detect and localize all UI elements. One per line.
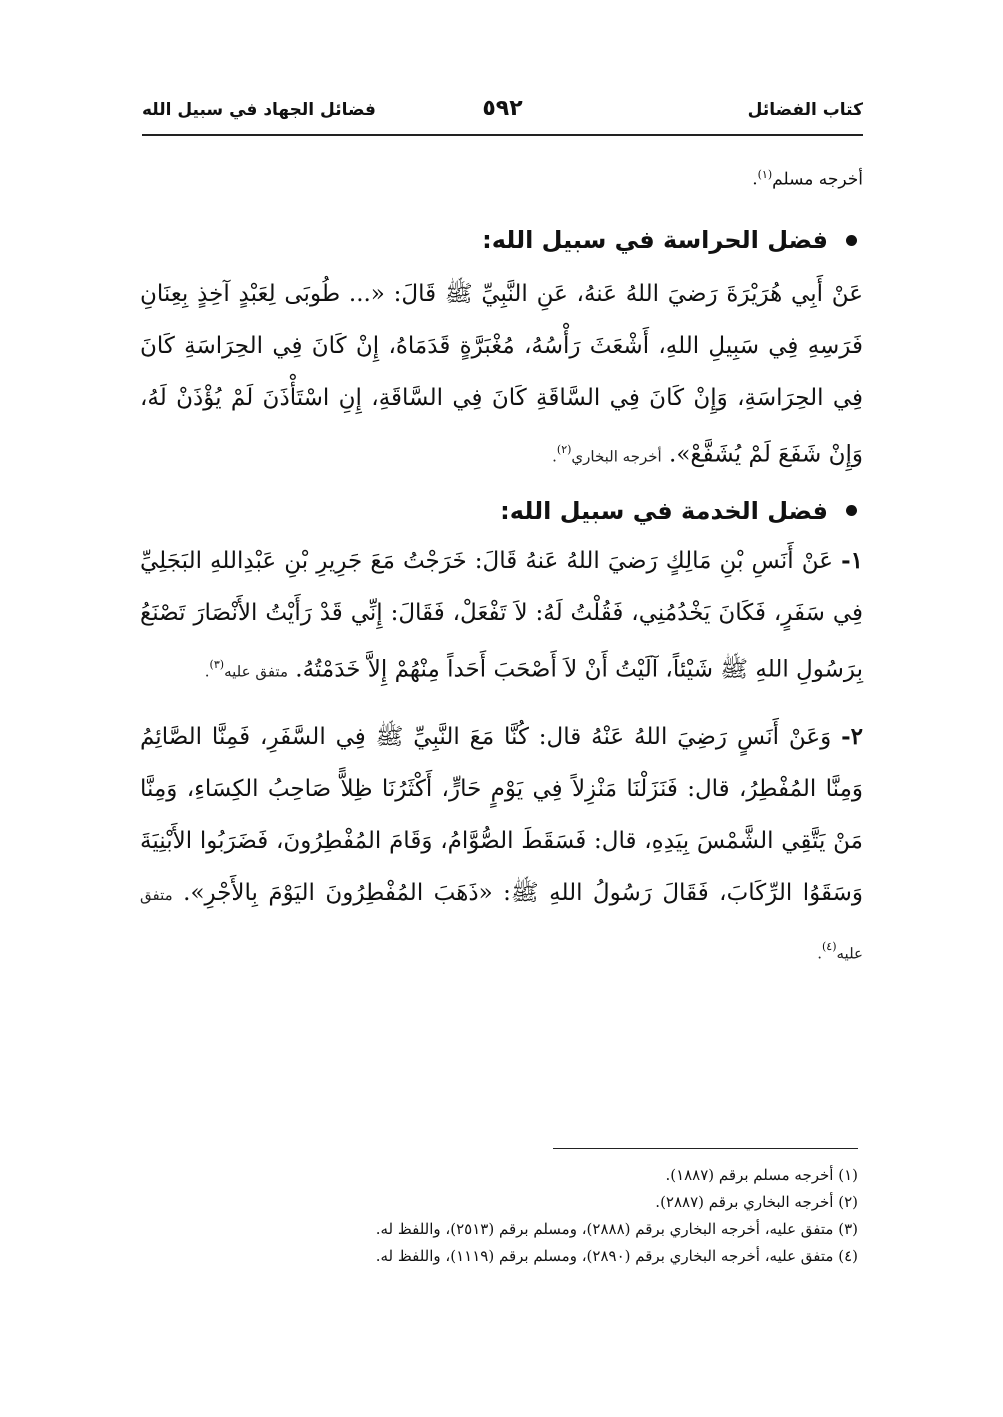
- section-title-guarding-text: فضل الحراسة في سبيل الله:: [482, 226, 828, 254]
- hadith-number-1: ١-: [841, 546, 863, 574]
- footnotes: [140, 1162, 858, 1270]
- intro-end: .: [752, 169, 758, 190]
- hadith-guarding: [140, 268, 863, 483]
- page-number: ٥٩٢: [482, 96, 523, 121]
- hadith-service-2-end: .: [817, 944, 822, 963]
- hadith-service-1-end: .: [204, 662, 210, 681]
- footnote-1: (١) أخرجه مسلم برقم (١٨٨٧).: [665, 1166, 858, 1184]
- intro-text: أخرجه مسلم: [772, 169, 863, 190]
- hadith-guarding-text: عَنْ أَبِي هُرَيْرَةَ رَضيَ اللهُ عَنهُ، عَنِ النَّبِيِّ ﷺ قَالَ: «... طُوبَى لِعَبْدٍ آخِذٍ بِعِنَانِ فَرَسِهِ فِي سَبِيلِ اللهِ، أَشْعَثَ رَأْسُهُ، مُغْبَرَّةٍ قَدَمَاهُ، إِنْ كَانَ فِي الحِرَاسَةِ كَانَ فِي الحِرَاسَةِ، وَإِنْ كَانَ فِي السَّاقَةِ كَانَ فِي السَّاقَةِ، إِنِ اسْتَأْذَنَ لَمْ يُؤْذَنْ لَهُ، وَإِنْ شَفَعَ لَمْ يُشَفَّعْ».: [140, 281, 863, 468]
- hadith-service-2-source: متفق عليه: [140, 886, 863, 963]
- book-title: كتاب الفضائل: [747, 100, 863, 120]
- hadith-number-2: ٢-: [841, 723, 863, 751]
- footnote-ref-2: (٢): [556, 443, 572, 456]
- running-header: [142, 96, 863, 136]
- footnote-2: (٢) أخرجه البخاري برقم (٢٨٨٧).: [655, 1193, 858, 1211]
- section-title-service: [140, 497, 863, 525]
- section-title-service-text: فضل الخدمة في سبيل الله:: [500, 496, 828, 525]
- footnote-3: (٣) متفق عليه، أخرجه البخاري برقم (٢٨٨٨)، ومسلم برقم (٢٥١٣)، واللفظ له.: [375, 1220, 858, 1238]
- footnote-ref-1: (١): [757, 168, 773, 181]
- bullet-icon: [846, 505, 857, 516]
- footnote-ref-3: (٣): [209, 657, 225, 671]
- hadith-guarding-end: .: [552, 447, 557, 466]
- footnote-divider: [553, 1148, 858, 1149]
- hadith-service-1-text: عَنْ أَنَسِ بْنِ مَالِكٍ رَضيَ اللهُ عَنهُ قَالَ: خَرَجْتُ مَعَ جَرِيرِ بْنِ عَبْدِاللهِ البَجَلِيِّ فِي سَفَرٍ، فَكَانَ يَخْدُمُنِي، فَقُلْتُ لَهُ: لاَ تَفْعَلْ، فَقَالَ: إِنِّي قَدْ رَأَيْتُ الأَنْصَارَ تَصْنَعُ بِرَسُولِ اللهِ ﷺ شَيْئاً، آلَيْتُ أَنْ لاَ أَصْحَبَ أَحَداً مِنْهُمْ إِلاَّ خَدَمْتُهُ.: [140, 547, 863, 683]
- page-body: [140, 160, 863, 980]
- section-title-guarding: [140, 226, 863, 254]
- chapter-title: فضائل الجهاد في سبيل الله: [142, 100, 376, 120]
- bullet-icon: [846, 235, 857, 246]
- hadith-service-1: [140, 535, 863, 698]
- hadith-guarding-source: أخرجه البخاري: [571, 447, 662, 466]
- hadith-service-2: [140, 711, 863, 980]
- hadith-service-2-text: وَعَنْ أَنَسٍ رَضِيَ اللهُ عَنْهُ قال: كُنَّا مَعَ النَّبِيِّ ﷺ فِي السَّفَرِ، فَمِنَّا الصَّائِمُ وَمِنَّا المُفْطِرُ، قال: فَنَزَلْنَا مَنْزِلاً فِي يَوْمٍ حَارٍّ، أَكْثَرُنَا ظِلاًّ صَاحِبُ الكِسَاءِ، وَمِنَّا مَنْ يَتَّقِي الشَّمْسَ بِيَدِهِ، قال: فَسَقَطَ الصُّوَّامُ، وَقَامَ المُفْطِرُونَ، فَضَرَبُوا الأَبْنِيَةَ وَسَقَوُا الرِّكَابَ، فَقَالَ رَسُولُ اللهِ ﷺ: «ذَهَبَ المُفْطِرُونَ اليَوْمَ بِالأَجْرِ».: [140, 724, 864, 907]
- footnote-4: (٤) متفق عليه، أخرجه البخاري برقم (٢٨٩٠)، ومسلم برقم (١١١٩)، واللفظ له.: [375, 1247, 858, 1265]
- footnote-ref-4: (٤): [822, 940, 837, 954]
- intro-line: [140, 168, 863, 212]
- hadith-service-1-source: متفق عليه: [224, 662, 288, 681]
